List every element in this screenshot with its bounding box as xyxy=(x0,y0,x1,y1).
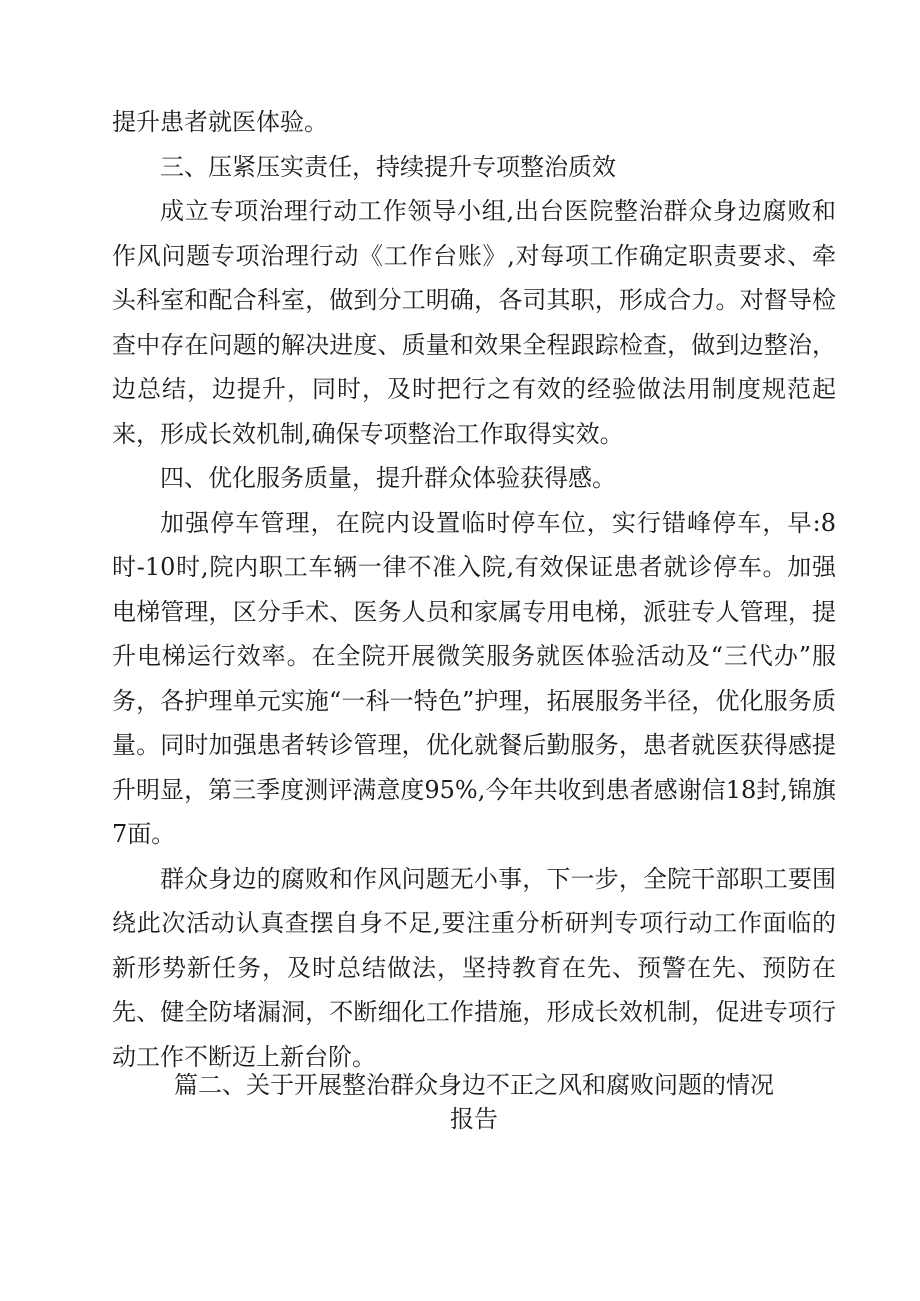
section-title-line-1: 篇二、关于开展整治群众身边不正之风和腐败问题的情况 xyxy=(174,1071,774,1099)
paragraph-service-quality: 加强停车管理，在院内设置临时停车位，实行错峰停车，早:8时-10时,院内职工车辆一律不准入院,有效保证患者就诊停车。加强电梯管理，区分手术、医务人员和家属专用电梯，派驻专人管理，提升电梯运行效率。在全院开展微笑服务就医体验活动及“三代办”服务，各护理单元实施“一科一特色”护理，拓展服务半径，优化服务质量。同时加强患者转诊管理，优化就餐后勤服务，患者就医获得感提升明显，第三季度测评满意度95%,今年共收到患者感谢信18封,锦旗7面。 xyxy=(112,508,836,848)
paragraph-next-steps: 群众身边的腐败和作风问题无小事，下一步，全院干部职工要围绕此次活动认真查摆自身不足,要注重分析研判专项行动工作面临的新形势新任务，及时总结做法，坚持教育在先、预警在先、预防在先、健全防堵漏洞，不断细化工作措施，形成长效机制，促进专项行动工作不断迈上新台阶。 xyxy=(112,864,836,1071)
document-body xyxy=(112,100,836,1079)
heading-section-three: 三、压紧压实责任，持续提升专项整治质效 xyxy=(160,152,616,181)
section-title xyxy=(112,1068,836,1136)
paragraph-continuation: 提升患者就医体验。 xyxy=(112,108,328,136)
section-title-line-2: 报告 xyxy=(450,1105,498,1133)
paragraph-responsibility: 成立专项治理行动工作领导小组,出台医院整治群众身边腐败和作风问题专项治理行动《工作台账》,对每项工作确定职责要求、牵头科室和配合科室，做到分工明确，各司其职，形成合力。对督导检查中存在问题的解决进度、质量和效果全程跟踪检查，做到边整治，边总结，边提升，同时，及时把行之有效的经验做法用制度规范起来，形成长效机制,确保专项整治工作取得实效。 xyxy=(112,197,836,448)
heading-section-four: 四、优化服务质量，提升群众体验获得感。 xyxy=(160,464,616,492)
